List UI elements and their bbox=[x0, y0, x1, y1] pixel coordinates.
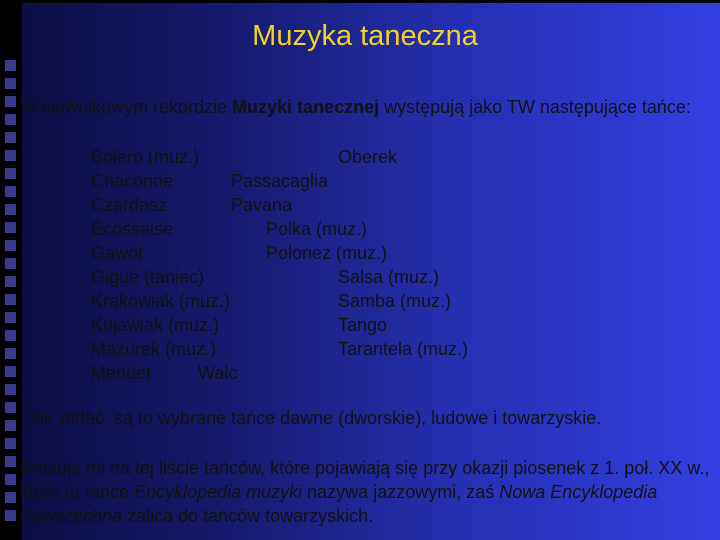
strip-square bbox=[5, 474, 16, 485]
dance-item: Krakowiak (muz.) bbox=[91, 291, 231, 311]
dance-item: Walc bbox=[198, 363, 238, 383]
dance-item: Menuet bbox=[91, 363, 152, 383]
intro-bold-term: Muzyki tanecznej bbox=[232, 97, 380, 117]
dance-item: Salsa (muz.) bbox=[338, 267, 440, 287]
strip-square bbox=[5, 78, 16, 89]
strip-square bbox=[5, 330, 16, 341]
dance-item: Passacaglia bbox=[231, 171, 329, 191]
strip-square bbox=[5, 402, 16, 413]
strip-square bbox=[5, 114, 16, 125]
dance-item: Gigue (taniec) bbox=[91, 267, 205, 287]
strip-square bbox=[5, 420, 16, 431]
dance-item: Polonez (muz.) bbox=[266, 243, 388, 263]
strip-square bbox=[5, 150, 16, 161]
dance-item: Gawot bbox=[91, 243, 144, 263]
dance-item: Tango bbox=[338, 315, 388, 335]
closing-text: zalica do tańców towarzyskich. bbox=[122, 506, 374, 526]
strip-square bbox=[5, 258, 16, 269]
strip-square bbox=[5, 222, 16, 233]
summary-line: Jak widać, są to wybrane tańce dawne (dworskie), ludowe i towarzyskie. bbox=[25, 408, 602, 428]
closing-text: Brakuje mi na tej liście tańców, które pojawiają się przy okazji piosenek z 1. poł. XX w., które to tańce bbox=[20, 458, 710, 502]
dance-item: Tarantela (muz.) bbox=[338, 339, 469, 359]
book-title: Nowa Encyklopedia Powszechna bbox=[20, 482, 658, 526]
slide-title: Muzyka taneczna bbox=[252, 20, 478, 52]
dance-item: Czardasz bbox=[91, 195, 168, 215]
strip-square bbox=[5, 96, 16, 107]
closing-paragraph bbox=[20, 456, 710, 528]
dance-item: Polka (muz.) bbox=[266, 219, 368, 239]
decorative-side-strip bbox=[0, 0, 22, 540]
dance-item: Samba (muz.) bbox=[338, 291, 452, 311]
dance-item: Chaconne bbox=[91, 171, 174, 191]
strip-square bbox=[5, 294, 16, 305]
dance-item: Pavana bbox=[231, 195, 293, 215]
strip-square bbox=[5, 492, 16, 503]
strip-square bbox=[5, 438, 16, 449]
strip-square bbox=[5, 204, 16, 215]
strip-square bbox=[5, 240, 16, 251]
strip-square bbox=[5, 456, 16, 467]
decorative-top-bar bbox=[22, 0, 720, 3]
strip-square bbox=[5, 312, 16, 323]
strip-square bbox=[5, 60, 16, 71]
intro-text: W słownikowym rekordzie bbox=[20, 97, 233, 117]
strip-square bbox=[5, 132, 16, 143]
closing-text: nazywa jazzowymi, zaś bbox=[302, 482, 500, 502]
strip-square bbox=[5, 510, 16, 521]
dance-item: Bolero (muz.) bbox=[91, 147, 200, 167]
strip-square bbox=[5, 168, 16, 179]
strip-square bbox=[5, 384, 16, 395]
dance-item: Mazurek (muz.) bbox=[91, 339, 217, 359]
dance-item: Ecossaise bbox=[91, 219, 174, 239]
dance-item: Oberek bbox=[338, 147, 398, 167]
strip-square bbox=[5, 348, 16, 359]
intro-paragraph bbox=[20, 95, 710, 119]
strip-square bbox=[5, 366, 16, 377]
book-title: Encyklopedia muzyki bbox=[134, 482, 303, 502]
strip-square bbox=[5, 186, 16, 197]
strip-square bbox=[5, 276, 16, 287]
dance-item: Kujawiak (muz.) bbox=[91, 315, 220, 335]
intro-text-end: występują jako TW następujące tańce: bbox=[379, 97, 691, 117]
